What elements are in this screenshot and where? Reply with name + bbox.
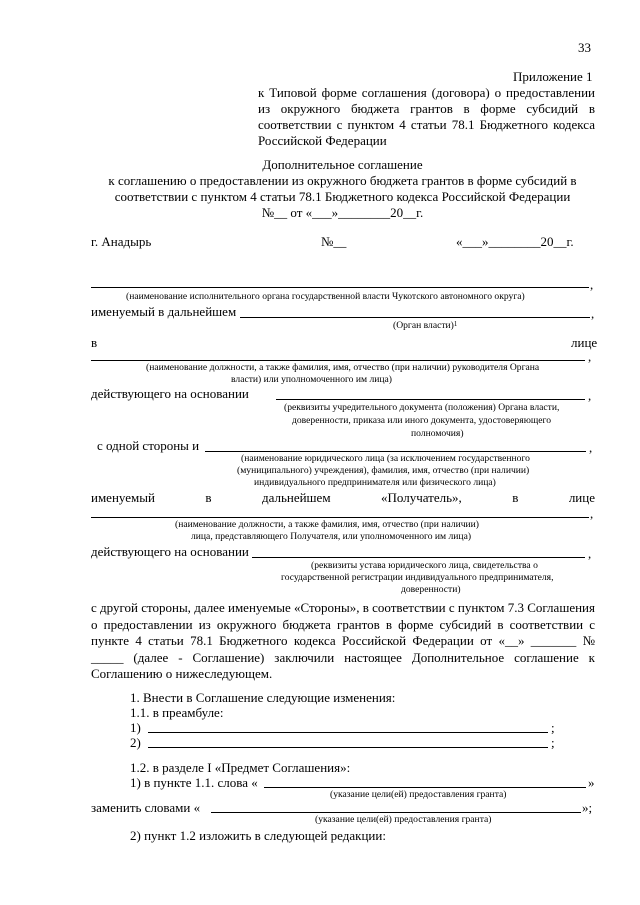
paragraph-line: пункте 4 статьи 78.1 Бюджетного кодекса Российской Федерации от «__» _______ № <box>91 633 595 648</box>
section-1-2-title: 1.2. в разделе I «Предмет Соглашения»: <box>130 760 351 775</box>
semicolon: ; <box>551 720 555 735</box>
doc-subtitle: к соглашению о предоставлении из окружного бюджета грантов в форме субсидий в <box>108 173 577 188</box>
agreement-number: №__ <box>321 234 347 249</box>
representative-hint: лица, представляющего Получателя, или уполномоченного им лица) <box>191 531 472 542</box>
appendix-line: из окружного бюджета грантов в форме субсидий в <box>258 101 595 116</box>
word: «Получатель», <box>381 490 462 505</box>
charter-hint: доверенности) <box>401 584 461 595</box>
agreement-date: «___»________20__г. <box>456 234 574 249</box>
official-name-field[interactable] <box>91 360 585 361</box>
official-hint: власти) или уполномоченного им лица) <box>231 374 392 385</box>
semicolon: ; <box>551 735 555 750</box>
appendix-title: Приложение 1 <box>513 69 593 84</box>
footnote-marker: 1 <box>453 320 458 328</box>
appendix-line: к Типовой форме соглашения (договора) о предоставлении <box>258 85 595 100</box>
paragraph-line: _____ (далее - Соглашение) заключили настоящее Дополнительное соглашение к <box>91 650 595 665</box>
comma: , <box>590 277 594 292</box>
requisites-hint: полномочия) <box>411 428 464 439</box>
item-2-label: 2) <box>130 735 141 750</box>
named-hereafter-label: именуемый в дальнейшем <box>91 304 237 319</box>
word: именуемый <box>91 490 155 505</box>
page-number: 33 <box>578 40 591 55</box>
legal-entity-hint: индивидуального предпринимателя или физического лица) <box>254 477 496 488</box>
item-1-label: 1) <box>130 720 141 735</box>
paragraph-line: Соглашению о нижеследующем. <box>91 666 273 681</box>
comma: , <box>590 506 594 521</box>
word: лице <box>568 490 595 505</box>
goal-field[interactable] <box>264 787 586 788</box>
comma: , <box>591 306 595 321</box>
charter-hint: (реквизиты устава юридического лица, свидетельства о <box>311 560 538 571</box>
requisites-hint: доверенности, приказа или иного документа, удостоверяющего <box>292 415 552 426</box>
acting-basis-label: действующего на основании <box>91 544 249 559</box>
paragraph-line: с другой стороны, далее именуемые «Стороны», в соответствии с пунктом 7.3 Соглашения <box>91 600 595 615</box>
charter-hint: государственной регистрации индивидуального предпринимателя, <box>281 572 554 583</box>
comma: , <box>589 440 593 455</box>
official-hint: (наименование должности, а также фамилия, имя, отчество (при наличии) руководителя Органа <box>146 362 540 373</box>
section-1-intro: 1. Внести в Соглашение следующие изменения: <box>130 690 396 705</box>
acting-basis-label: действующего на основании <box>91 386 249 401</box>
item-2-field[interactable] <box>148 747 548 748</box>
item-1-2-label: 2) пункт 1.2 изложить в следующей редакции: <box>130 828 386 843</box>
litse-label: лице <box>571 335 598 350</box>
word: в <box>512 490 519 505</box>
appendix-line: соответствии с пунктом 4 статьи 78.1 Бюджетного кодекса <box>258 117 595 132</box>
v-label: в <box>91 335 98 350</box>
replacement-field[interactable] <box>211 812 581 813</box>
appendix-line: Российской Федерации <box>258 133 387 148</box>
doc-subtitle: соответствии с пунктом 4 статьи 78.1 Бюджетного кодекса Российской Федерации <box>114 189 571 204</box>
goal-hint: (указание цели(ей) предоставления гранта) <box>315 814 492 825</box>
close-quote-semicolon: »; <box>582 800 593 815</box>
doc-number-date: №__ от «___»________20__г. <box>261 205 424 220</box>
goal-hint: (указание цели(ей) предоставления гранта) <box>330 789 507 800</box>
organ-name-hint: (наименование исполнительного органа государственной власти Чукотского автономного округа) <box>126 291 525 302</box>
recipient-name-field[interactable] <box>205 451 586 452</box>
recipient-named-line <box>91 490 595 505</box>
one-side-label: с одной стороны и <box>97 438 200 453</box>
comma: , <box>588 546 592 561</box>
doc-title: Дополнительное соглашение <box>262 157 423 172</box>
section-1-preamble: 1.1. в преамбуле: <box>130 705 224 720</box>
representative-hint: (наименование должности, а также фамилия, имя, отчество (при наличии) <box>175 519 479 530</box>
item-1-1-label: 1) в пункте 1.1. слова « <box>130 775 258 790</box>
word: дальнейшем <box>261 490 331 505</box>
close-quote: » <box>588 775 595 790</box>
requisites-hint: (реквизиты учредительного документа (положения) Органа власти, <box>284 402 560 413</box>
item-1-field[interactable] <box>148 732 548 733</box>
organ-vlasti-hint: (Орган власти)$^1$ <box>393 320 458 331</box>
city: г. Анадырь <box>91 234 152 249</box>
comma: , <box>588 349 592 364</box>
basis-document-field[interactable] <box>276 399 585 400</box>
legal-entity-hint: (наименование юридического лица (за исключением государственного <box>241 453 530 464</box>
representative-name-field[interactable] <box>91 517 589 518</box>
paragraph-line: о предоставлении из окружного бюджета грантов в форме субсидий в соответствии с <box>91 617 595 632</box>
charter-field[interactable] <box>252 557 585 558</box>
replace-label: заменить словами « <box>91 800 201 815</box>
legal-entity-hint: (муниципального) учреждения), фамилия, имя, отчество (при наличии) <box>237 465 530 476</box>
word: в <box>205 490 212 505</box>
organ-name-field[interactable] <box>91 287 589 288</box>
comma: , <box>588 388 592 403</box>
organ-short-name-field[interactable] <box>240 317 590 318</box>
